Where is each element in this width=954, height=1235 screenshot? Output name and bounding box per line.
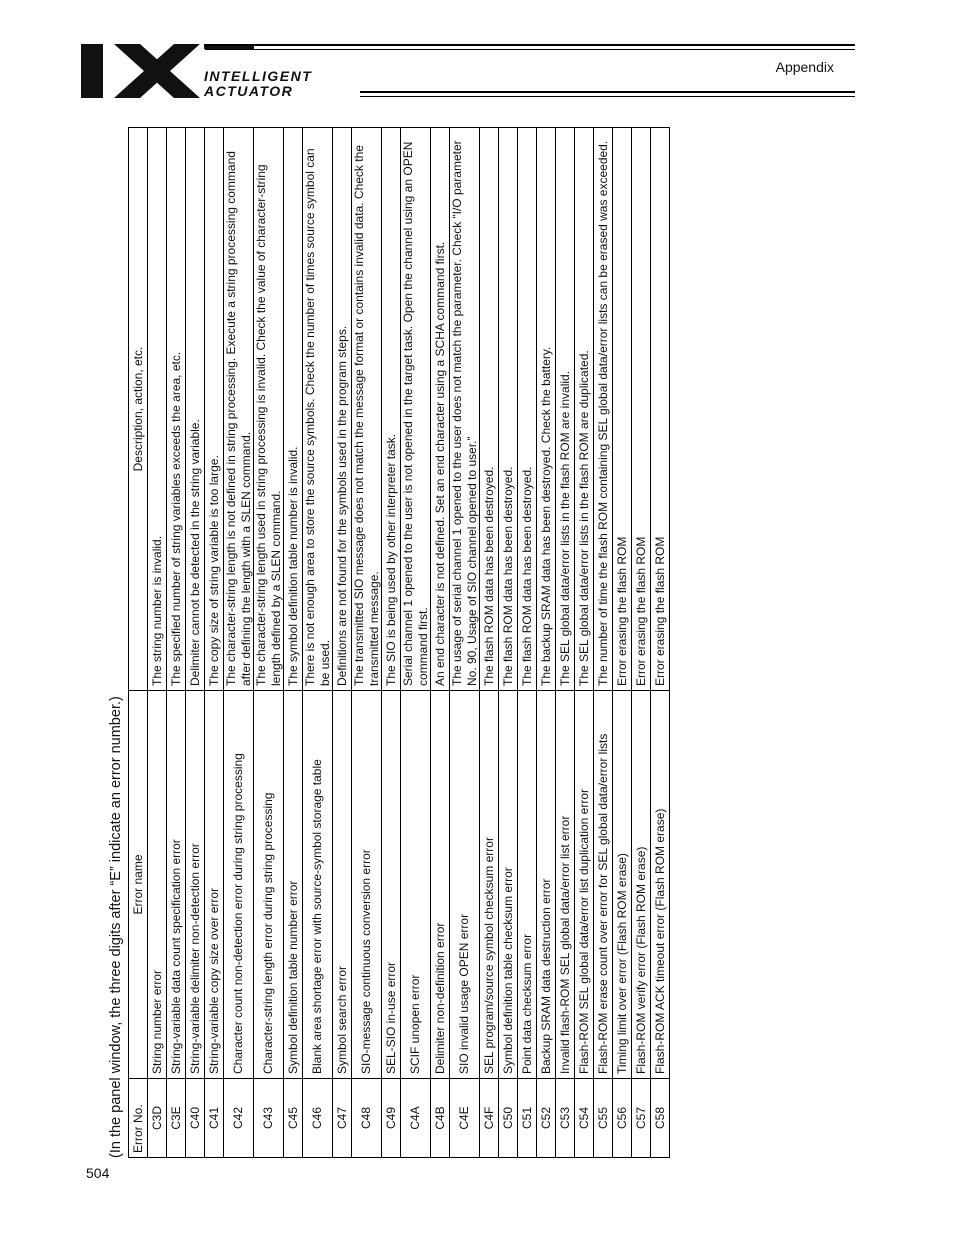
section-title: Appendix — [775, 59, 834, 75]
error-number-cell: C52 — [537, 1079, 556, 1158]
error-number-cell: C49 — [382, 1079, 401, 1158]
description-cell: The symbol definition table number is invalid. — [284, 128, 303, 691]
table-row — [613, 128, 632, 1158]
error-name-cell: String-variable delimiter non-detection error — [186, 691, 205, 1079]
table-row — [575, 128, 594, 1158]
description-cell: The string number is invalid. — [148, 128, 167, 691]
error-number-cell: C40 — [186, 1079, 205, 1158]
error-name-cell: Backup SRAM data destruction error — [537, 691, 556, 1079]
error-name-cell: Timing limit over error (Flash ROM erase) — [613, 691, 632, 1079]
error-name-cell: SIO-message continuous conversion error — [352, 691, 382, 1079]
error-name-cell: Flash-ROM verify error (Flash ROM erase) — [632, 691, 651, 1079]
rotated-content — [104, 128, 876, 1158]
description-cell: The SEL global data/error lists in the flash ROM are duplicated. — [575, 128, 594, 691]
description-cell: The flash ROM data has been destroyed. — [480, 128, 499, 691]
error-number-cell: C42 — [224, 1079, 254, 1158]
error-name-cell: Delimiter non-definition error — [431, 691, 450, 1079]
table-row — [594, 128, 613, 1158]
error-name-cell: Blank area shortage error with source-symbol storage table — [303, 691, 333, 1079]
error-number-cell: C46 — [303, 1079, 333, 1158]
error-name-cell: Character count non-detection error during string processing — [224, 691, 254, 1079]
description-cell: Error erasing the flash ROM — [632, 128, 651, 691]
table-row — [303, 128, 333, 1158]
description-cell: The usage of serial channel 1 opened to the user does not match the parameter. Check “I/O parameter No. 90, Usage of SIO channel opened to user.” — [450, 128, 480, 691]
description-cell: The character-string length is not defined in string processing. Execute a string processing command after defining the length with a SLEN command. — [224, 128, 254, 691]
error-name-cell: Invalid flash-ROM SEL global data/error list error — [556, 691, 575, 1079]
error-name-cell: Flash-ROM ACK timeout error (Flash ROM erase) — [651, 691, 670, 1079]
table-row — [205, 128, 224, 1158]
table-row — [224, 128, 254, 1158]
description-cell: The SIO is being used by other interpreter task. — [382, 128, 401, 691]
error-name-cell: Symbol definition table checksum error — [499, 691, 518, 1079]
error-name-cell: SIO invalid usage OPEN error — [450, 691, 480, 1079]
description-cell: The specified number of string variables exceeds the area, etc. — [167, 128, 186, 691]
description-cell: The character-string length used in string processing is invalid. Check the value of character-string length defined by a SLEN command. — [254, 128, 284, 691]
description-cell: The flash ROM data has been destroyed. — [499, 128, 518, 691]
error-number-cell: C3D — [148, 1079, 167, 1158]
error-name-cell: SEL-SIO in-use error — [382, 691, 401, 1079]
error-number-cell: C4E — [450, 1079, 480, 1158]
error-name-cell: Flash-ROM SEL global data/error list duplication error — [575, 691, 594, 1079]
table-row — [148, 128, 167, 1158]
description-cell: Error erasing the flash ROM — [613, 128, 632, 691]
table-row — [450, 128, 480, 1158]
error-number-cell: C50 — [499, 1079, 518, 1158]
table-row — [518, 128, 537, 1158]
page-number: 504 — [86, 1165, 110, 1181]
header-rule-bottom-2 — [360, 96, 855, 97]
description-cell: The transmitted SIO message does not match the message format or contains invalid data. Check the transmitted message. — [352, 128, 382, 691]
error-number-cell: C43 — [254, 1079, 284, 1158]
table-header-row — [129, 128, 148, 1158]
table-row — [556, 128, 575, 1158]
table-caption: (In the panel window, the three digits after “E” indicate an error number.) — [108, 696, 124, 1158]
table-body — [148, 128, 670, 1158]
description-cell: Error erasing the flash ROM — [651, 128, 670, 691]
table-row — [431, 128, 450, 1158]
table-row — [167, 128, 186, 1158]
error-table — [128, 127, 670, 1158]
table-row — [254, 128, 284, 1158]
description-cell: There is not enough area to store the source symbols. Check the number of times source symbol can be used. — [303, 128, 333, 691]
error-number-cell: C56 — [613, 1079, 632, 1158]
error-name-cell: Character-string length error during string processing — [254, 691, 284, 1079]
error-name-cell: Symbol search error — [333, 691, 352, 1079]
description-cell: The number of time the flash ROM containing SEL global data/error lists can be erased was exceeded. — [594, 128, 613, 691]
error-number-cell: C3E — [167, 1079, 186, 1158]
table-row — [284, 128, 303, 1158]
error-name-cell: String-variable data count specification error — [167, 691, 186, 1079]
table-row — [651, 128, 670, 1158]
table-row — [333, 128, 352, 1158]
description-cell: Serial channel 1 opened to the user is not opened in the target task. Open the channel using an OPEN command first. — [401, 128, 431, 691]
error-name-cell: Flash-ROM erase count over error for SEL global data/error lists — [594, 691, 613, 1079]
table-row — [537, 128, 556, 1158]
table-row — [352, 128, 382, 1158]
description-cell: Definitions are not found for the symbols used in the program steps. — [333, 128, 352, 691]
description-cell: The SEL global data/error lists in the flash ROM are invalid. — [556, 128, 575, 691]
error-name-cell: SCIF unopen error — [401, 691, 431, 1079]
error-name-cell: String-variable copy size over error — [205, 691, 224, 1079]
error-number-cell: C41 — [205, 1079, 224, 1158]
logo-line-1: INTELLIGENT — [204, 68, 313, 84]
error-name-cell: Symbol definition table number error — [284, 691, 303, 1079]
description-cell: The backup SRAM data has been destroyed. Check the battery. — [537, 128, 556, 691]
table-row — [632, 128, 651, 1158]
table-row — [499, 128, 518, 1158]
error-number-cell: C47 — [333, 1079, 352, 1158]
table-row — [401, 128, 431, 1158]
error-number-cell: C45 — [284, 1079, 303, 1158]
logo-line-2: ACTUATOR — [204, 83, 294, 99]
table-row — [382, 128, 401, 1158]
error-number-cell: C4B — [431, 1079, 450, 1158]
error-number-cell: C55 — [594, 1079, 613, 1158]
error-name-cell: SEL program/source symbol checksum error — [480, 691, 499, 1079]
error-number-cell: C53 — [556, 1079, 575, 1158]
description-cell: The flash ROM data has been destroyed. — [518, 128, 537, 691]
table-row — [480, 128, 499, 1158]
description-cell: An end character is not defined. Set an end character using a SCHA command first. — [431, 128, 450, 691]
header-description: Description, action, etc. — [129, 128, 148, 691]
error-name-cell: Point data checksum error — [518, 691, 537, 1079]
error-number-cell: C54 — [575, 1079, 594, 1158]
header-rule-top — [205, 44, 855, 46]
header-rule-bottom — [360, 91, 855, 93]
error-name-cell: String number error — [148, 691, 167, 1079]
header-error-name: Error name — [129, 691, 148, 1079]
error-number-cell: C51 — [518, 1079, 537, 1158]
header-rule-top-2 — [205, 49, 855, 50]
error-number-cell: C4F — [480, 1079, 499, 1158]
error-number-cell: C58 — [651, 1079, 670, 1158]
error-number-cell: C48 — [352, 1079, 382, 1158]
description-cell: Delimiter cannot be detected in the string variable. — [186, 128, 205, 691]
error-number-cell: C4A — [401, 1079, 431, 1158]
header-error-no: Error No. — [129, 1079, 148, 1158]
table-row — [186, 128, 205, 1158]
description-cell: The copy size of string variable is too large. — [205, 128, 224, 691]
error-number-cell: C57 — [632, 1079, 651, 1158]
